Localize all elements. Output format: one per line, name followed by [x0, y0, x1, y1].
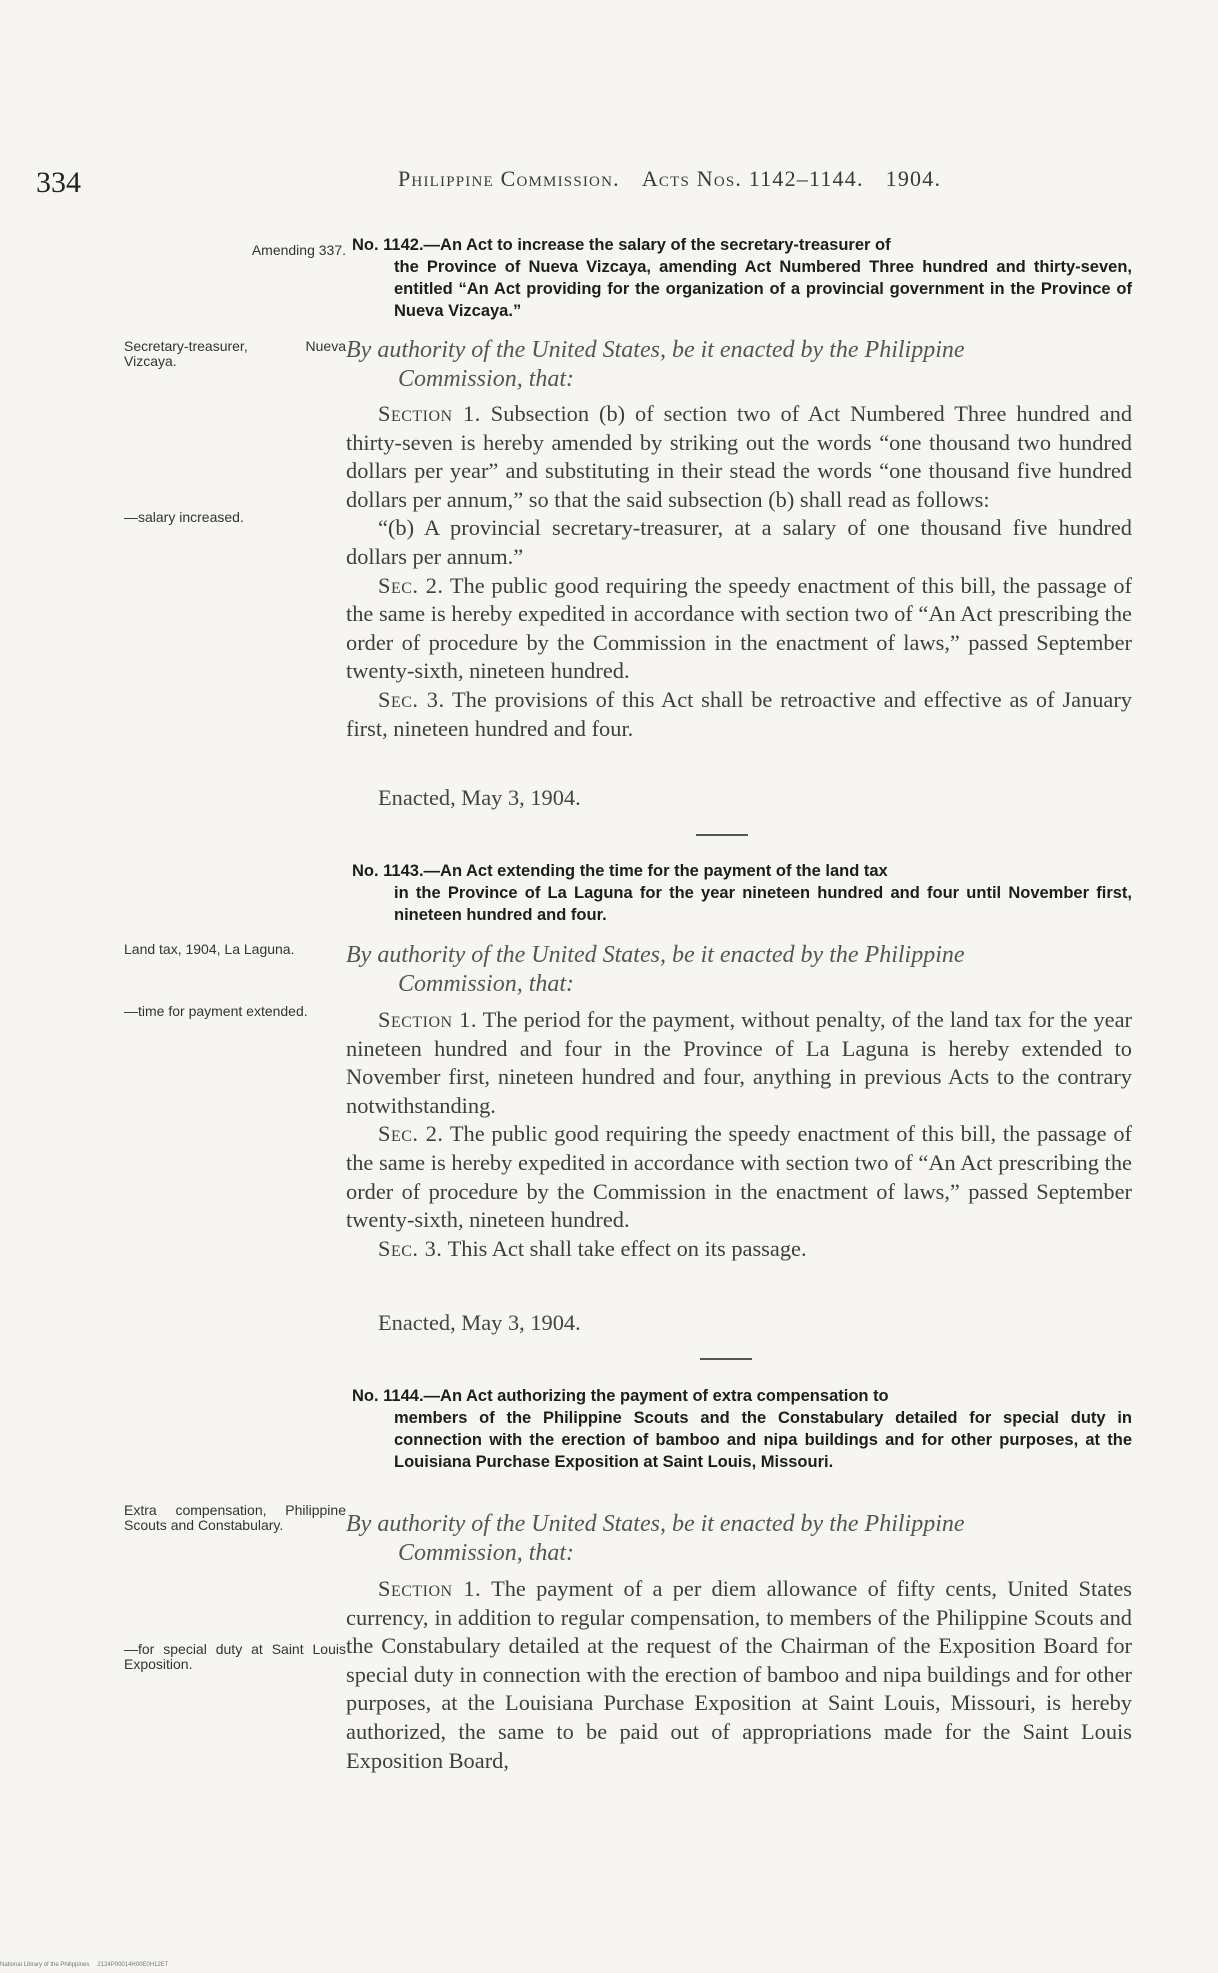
footer-library: National Library of the Philippines: [0, 1962, 90, 1968]
section-label: Sec. 3.: [378, 686, 445, 712]
page-number: 334: [36, 166, 81, 199]
act-1142-enacting-line2: Commission, that:: [398, 366, 575, 392]
act-1142-enacting-clause: [346, 336, 1132, 394]
act-1142-title-line1: No. 1142.—An Act to increase the salary of the secretary-treasurer of: [352, 236, 891, 254]
section-label: Section 1.: [378, 401, 481, 426]
margin-note-secretary-treasurer: Secretary-treasurer, Nueva Vizcaya.: [124, 338, 346, 369]
running-head-year: 1904.: [885, 166, 942, 191]
act-1143-body: [346, 1006, 1132, 1263]
act-1144-title-line1: No. 1144.—An Act authorizing the payment of extra compensation to: [352, 1387, 889, 1405]
act-1144-title: [352, 1385, 1132, 1473]
act-1143-section-1: [346, 1006, 1132, 1120]
section-text: “(b) A provincial secretary-treasurer, at a salary of one thousand five hundred dollars per annum.”: [346, 515, 1132, 569]
act-1144-enacting-line1: By authority of the United States, be it enacted by the Philippine: [346, 1511, 965, 1537]
running-head-title: Philippine Commission.: [398, 166, 620, 191]
margin-note-special-duty: —for special duty at Saint Louis Exposition.: [124, 1641, 346, 1672]
section-label: Sec. 2.: [378, 572, 444, 598]
act-1142-section-3: [346, 686, 1132, 743]
section-text: The provisions of this Act shall be retroactive and effective as of January first, nineteen hundred and four.: [346, 686, 1133, 741]
section-label: Sec. 2.: [378, 1121, 444, 1147]
running-head-acts: Acts Nos. 1142–1144.: [641, 166, 864, 191]
act-1142-section-2: [346, 572, 1132, 686]
section-divider: [700, 1358, 752, 1360]
act-1142-enacting-line1: By authority of the United States, be it enacted by the Philippine: [346, 337, 965, 363]
act-1142-enacted: Enacted, May 3, 1904.: [378, 785, 581, 810]
margin-note-extra-compensation: Extra compensation, Philippine Scouts and Constabulary.: [124, 1502, 346, 1533]
act-1143-title-line1: No. 1143.—An Act extending the time for the payment of the land tax: [352, 862, 888, 880]
act-1144-enacting-clause: [346, 1510, 1132, 1568]
act-1143-title: [352, 860, 1132, 926]
section-text: The public good requiring the speedy enactment of this bill, the passage of the same is hereby expedited in accordance with section two of “An Act prescribing the order of procedure by the Commission in the enactment of laws,” passed September twenty-sixth, nineteen hundred.: [346, 1121, 1132, 1233]
act-1143-section-2: [346, 1120, 1132, 1234]
margin-note-amending: Amending 337.: [251, 242, 346, 258]
section-text: The payment of a per diem allowance of fifty cents, United States currency, in addition to regular compensation, to members of the Philippine Scouts and the Constabulary detailed at the request of the Chairman of the Exposition Board for special duty in connection with the erection of bamboo and nipa buildings and for other purposes, at the Louisiana Purchase Exposition at Saint Louis, Missouri, is hereby authorized, the same to be paid out of appropriations made for the Saint Louis Exposition Board,: [346, 1576, 1133, 1773]
act-1143-enacted: Enacted, May 3, 1904.: [378, 1310, 581, 1335]
section-label: Sec. 3.: [378, 1235, 443, 1261]
margin-note-land-tax: Land tax, 1904, La Laguna.: [124, 941, 295, 957]
act-1142-body: [346, 400, 1132, 743]
section-text: The public good requiring the speedy enactment of this bill, the passage of the same is hereby expedited in accordance with section two of “An Act prescribing the order of procedure by the Commission in the enactment of laws,” passed September twenty-sixth, nineteen hundred.: [346, 572, 1132, 684]
act-1144-section-1: [346, 1575, 1132, 1775]
margin-note-salary-increased: —salary increased.: [124, 509, 244, 525]
act-1143-section-3: [346, 1235, 1132, 1264]
section-text: This Act shall take effect on its passage.: [442, 1235, 807, 1261]
act-1142-quoted-subsection: [346, 514, 1132, 571]
section-label: Section 1.: [378, 1007, 477, 1032]
section-text: Subsection (b) of section two of Act Numbered Three hundred and thirty-seven is hereby amended by striking out the words “one thousand two hundred dollars per year” and substituting in their stead the words “one thousand five hundred dollars per annum,” so that the said subsection (b) shall read as follows:: [346, 401, 1133, 512]
act-1142-title: [352, 234, 1132, 322]
footer-code: 2124P00014H00E0H12ET: [97, 1962, 169, 1968]
act-1143-title-rest: in the Province of La Laguna for the year nineteen hundred and four until November first, nineteen hundred and four.: [394, 884, 1132, 924]
section-divider: [696, 834, 748, 836]
act-1144-title-rest: members of the Philippine Scouts and the Constabulary detailed for special duty in connection with the erection of bamboo and nipa buildings and for other purposes, at the Louisiana Purchase Exposition at Saint Louis, Missouri.: [394, 1409, 1132, 1471]
act-1143-enacting-clause: [346, 941, 1132, 999]
running-head: [398, 166, 941, 192]
act-1142-section-1: [346, 400, 1132, 514]
section-label: Section 1.: [378, 1576, 482, 1601]
section-text: The period for the payment, without penalty, of the land tax for the year nineteen hundred and four in the Province of La Laguna is hereby extended to November first, nineteen hundred and four, anything in previous Acts to the contrary notwithstanding.: [346, 1007, 1132, 1118]
margin-note-time-extended: —time for payment extended.: [124, 1003, 308, 1019]
act-1142-title-rest: the Province of Nueva Vizcaya, amending Act Numbered Three hundred and thirty-seven, entitled “An Act providing for the organization of a provincial government in the Province of Nueva Vizcaya.”: [394, 258, 1132, 320]
scan-footer: [0, 1962, 176, 1968]
act-1144-body: [346, 1575, 1132, 1775]
act-1143-enacting-line1: By authority of the United States, be it enacted by the Philippine: [346, 942, 965, 968]
act-1143-enacting-line2: Commission, that:: [398, 971, 575, 997]
act-1144-enacting-line2: Commission, that:: [398, 1540, 575, 1566]
